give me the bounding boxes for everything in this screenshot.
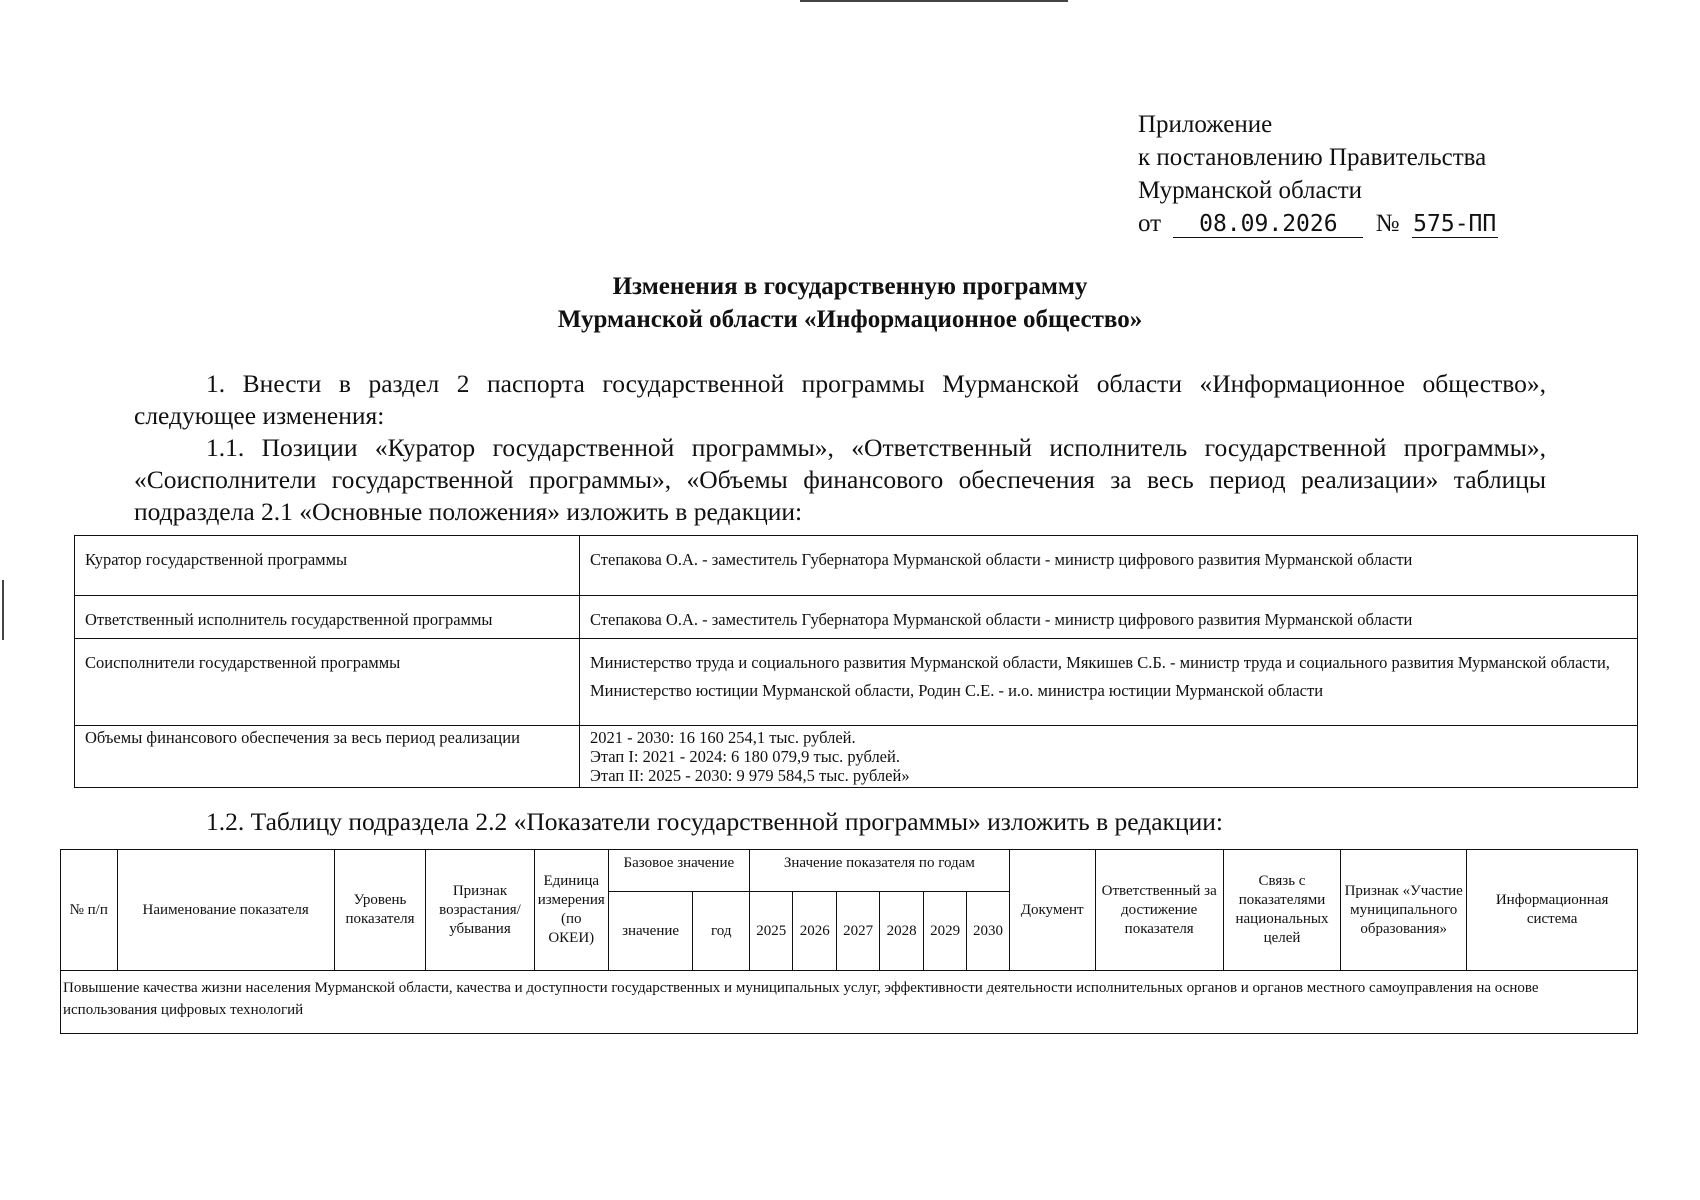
row-label: Соисполнители государственной программы [75,639,580,726]
paragraph-1-1: 1.1. Позиции «Куратор государственной программы», «Ответственный исполнитель государственной программы», «Соисполнители государственной программы», «Объемы финансового обеспечения за весь период реализации» таблицы подраздела 2.1 «Основные положения» изложить в редакции: [134,433,1546,526]
paragraph-1-2: 1.2. Таблицу подраздела 2.2 «Показатели государственной программы» изложить в редакции: [206,807,1223,836]
col-year-2029: 2029 [923,892,966,971]
col-sign: Признак возрастания/ убывания [426,850,535,971]
funding-stage-2: Этап II: 2025 - 2030: 9 979 584,5 тыс. рублей» [590,766,910,785]
appendix-block [1138,108,1498,240]
col-base-year: год [693,892,750,971]
col-unit: Единица измерения (по ОКЕИ) [534,850,608,971]
row-value: Министерство труда и социального развития Мурманской области, Мякишев С.Б. - министр труда и социального развития Мурманской области, Министерство юстиции Мурманской области, Родин С.Е. - и.о. министра юстиции Мурманской области [580,639,1638,726]
title-line-1: Изменения в государственную программу [612,273,1088,300]
col-base-value: значение [608,892,693,971]
col-year-2027: 2027 [836,892,879,971]
col-base: Базовое значение [608,850,749,892]
row-value: Степакова О.А. - заместитель Губернатора Мурманской области - министр цифрового развития Мурманской области [580,536,1638,596]
decree-number: 575-ПП [1413,211,1497,237]
appendix-line-3: Мурманской области [1138,177,1363,204]
col-responsible: Ответственный за достижение показателя [1095,850,1223,971]
appendix-line-2: к постановлению Правительства [1138,144,1487,171]
title-line-2: Мурманской области «Информационное общество» [557,306,1143,333]
funding-total: 2021 - 2030: 16 160 254,1 тыс. рублей. [590,728,856,747]
paragraph-1: 1. Внести в раздел 2 паспорта государственной программы Мурманской области «Информационное общество», следующее изменения: [134,369,1546,430]
scan-edge-mark [2,580,4,640]
col-link: Связь с показателями национальных целей [1223,850,1340,971]
funding-label: Объемы финансового обеспечения за весь период реализации [75,726,580,788]
indicators-table [60,849,1638,1034]
col-info-system: Информационная система [1467,850,1638,971]
col-year-2028: 2028 [880,892,923,971]
funding-stage-1: Этап I: 2021 - 2024: 6 180 079,9 тыс. рублей. [590,747,900,766]
document-title [0,270,1700,336]
section-row: Повышение качества жизни населения Мурманской области, качества и доступности государственных и муниципальных услуг, эффективности деятельности исполнительных органов и органов местного самоуправления на основе использования цифровых технологий [61,971,1638,1034]
date-prefix: от [1138,210,1162,237]
decree-date: 08.09.2026 [1173,211,1363,238]
appendix-date-line [1138,207,1498,240]
main-provisions-table [74,535,1638,788]
row-label: Куратор государственной программы [75,536,580,596]
col-name: Наименование показателя [117,850,334,971]
col-num: № п/п [61,850,118,971]
row-label: Ответственный исполнитель государственной программы [75,596,580,639]
funding-value [580,726,1638,788]
row-value: Степакова О.А. - заместитель Губернатора Мурманской области - министр цифрового развития Мурманской области [580,596,1638,639]
col-municipal: Признак «Участие муниципального образования» [1341,850,1467,971]
col-year-2026: 2026 [793,892,836,971]
table-row [61,971,1638,1034]
col-values-by-year: Значение показателя по годам [749,850,1009,892]
table-row [75,639,1638,726]
number-prefix: № [1375,210,1400,237]
table-row [75,536,1638,596]
header-row [61,850,1638,892]
col-year-2030: 2030 [967,892,1009,971]
table-row [75,726,1638,788]
table-row [75,596,1638,639]
appendix-line-1: Приложение [1138,111,1273,138]
scan-top-line [800,0,1068,2]
col-level: Уровень показателя [334,850,425,971]
col-document: Документ [1009,850,1095,971]
col-year-2025: 2025 [749,892,792,971]
